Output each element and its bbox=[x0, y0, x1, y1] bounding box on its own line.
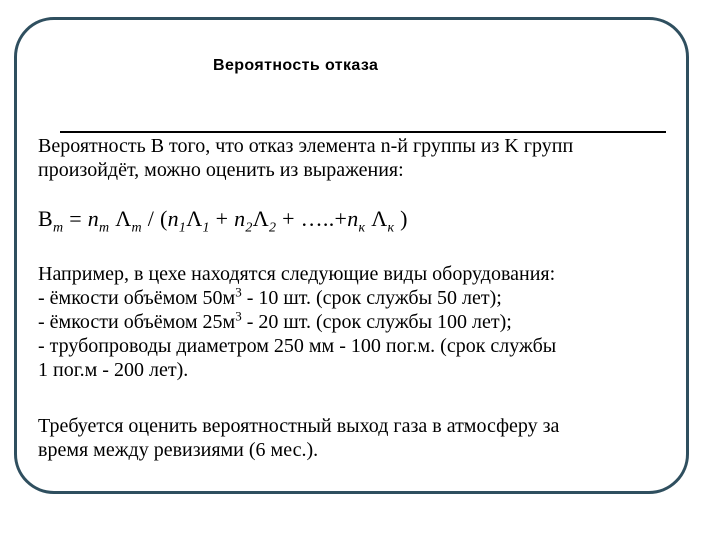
formula-t1: n bbox=[167, 206, 179, 231]
example-item-2-b: - 20 шт. (срок службы 100 лет); bbox=[241, 311, 512, 333]
formula-tk-lambda: Λ bbox=[365, 206, 388, 231]
example-item-1-b: - 10 шт. (срок службы 50 лет); bbox=[241, 287, 502, 309]
formula-plus-1: + bbox=[209, 206, 235, 231]
formula-t1-lambda-sub: 1 bbox=[202, 220, 210, 236]
formula-t2-lambda-sub: 2 bbox=[269, 220, 277, 236]
formula-tk-sub: к bbox=[358, 220, 366, 236]
task-line-1: Требуется оценить вероятностный выход газа в атмосферу за bbox=[38, 415, 560, 437]
formula-dots: …..+ bbox=[300, 206, 348, 231]
example-paragraph bbox=[38, 262, 556, 382]
formula-n-sub: m bbox=[99, 220, 110, 236]
example-heading: Например, в цехе находятся следующие виды оборудования: bbox=[38, 263, 556, 285]
task-paragraph bbox=[38, 414, 559, 462]
formula-t1-sub: 1 bbox=[178, 220, 187, 236]
example-item-2-a: - ёмкости объёмом 25м bbox=[38, 311, 236, 333]
intro-line-1: Вероятность В того, что отказ элемента n-й группы из K групп bbox=[38, 135, 574, 157]
example-item-1 bbox=[38, 286, 556, 310]
intro-paragraph bbox=[38, 134, 573, 182]
formula-t2: n bbox=[234, 206, 246, 231]
intro-line-2: произойдёт, можно оценить из выражения: bbox=[38, 159, 404, 181]
task-line-2: время между ревизиями (6 мес.). bbox=[38, 439, 319, 461]
title-rule bbox=[60, 131, 666, 133]
example-item-3-cont: 1 пог.м - 200 лет). bbox=[38, 359, 189, 381]
example-item-1-sup: 3 bbox=[235, 284, 242, 300]
example-item-1-a: - ёмкости объёмом 50м bbox=[38, 287, 236, 309]
example-item-2 bbox=[38, 310, 556, 334]
formula-t2-sub: 2 bbox=[245, 220, 253, 236]
formula-t2-lambda: Λ bbox=[252, 206, 269, 231]
example-item-3: - трубопроводы диаметром 250 мм - 100 пог.м. (срок службы bbox=[38, 335, 557, 357]
example-item-2-sup: 3 bbox=[235, 308, 242, 324]
formula-close: ) bbox=[394, 206, 408, 231]
formula-lambda: Λ bbox=[115, 206, 132, 231]
formula-slash: / ( bbox=[141, 206, 168, 231]
formula-equals: = bbox=[63, 206, 88, 231]
formula-plus-2: + bbox=[276, 206, 301, 231]
formula-n: n bbox=[87, 206, 100, 231]
formula-lhs-sub: m bbox=[52, 220, 64, 236]
formula-tk: n bbox=[347, 206, 359, 231]
formula-t1-lambda: Λ bbox=[186, 206, 203, 231]
formula-lhs: B bbox=[38, 206, 53, 231]
formula-tk-lambda-sub: к bbox=[387, 220, 395, 236]
slide-title: Вероятность отказа bbox=[213, 57, 379, 74]
formula-lambda-sub: m bbox=[131, 220, 142, 236]
probability-formula bbox=[38, 207, 408, 240]
